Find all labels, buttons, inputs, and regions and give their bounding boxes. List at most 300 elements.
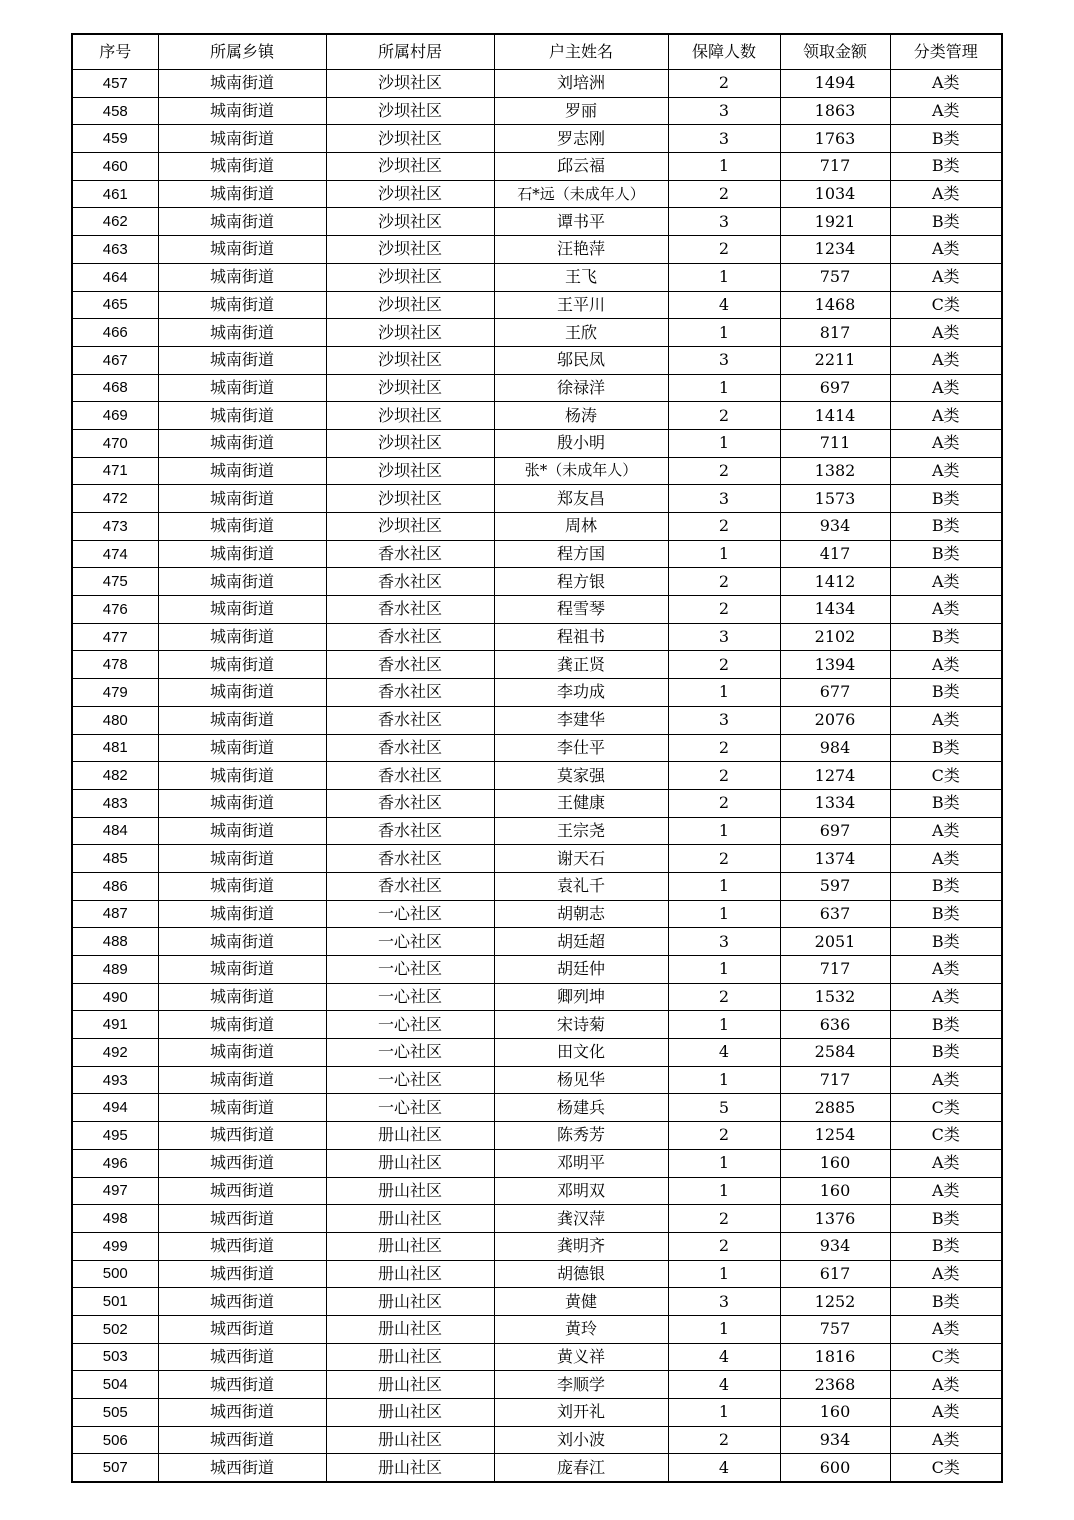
cell-town: 城南街道 [158, 789, 326, 817]
table-row [72, 734, 1002, 762]
table-row [72, 1426, 1002, 1454]
cell-seq: 464 [72, 263, 158, 291]
cell-seq: 459 [72, 125, 158, 153]
cell-seq: 491 [72, 1011, 158, 1039]
cell-town: 城南街道 [158, 900, 326, 928]
cell-category: A类 [890, 457, 1002, 485]
cell-town: 城西街道 [158, 1232, 326, 1260]
cell-village: 沙坝社区 [326, 429, 494, 457]
table-row [72, 983, 1002, 1011]
cell-seq: 501 [72, 1288, 158, 1316]
cell-village: 册山社区 [326, 1122, 494, 1150]
cell-persons: 2 [668, 762, 780, 790]
header-category: 分类管理 [890, 34, 1002, 70]
cell-category: A类 [890, 845, 1002, 873]
cell-village: 沙坝社区 [326, 485, 494, 513]
cell-village: 沙坝社区 [326, 125, 494, 153]
cell-category: A类 [890, 346, 1002, 374]
cell-town: 城南街道 [158, 263, 326, 291]
cell-persons: 2 [668, 457, 780, 485]
cell-town: 城南街道 [158, 928, 326, 956]
cell-category: B类 [890, 623, 1002, 651]
cell-household-head: 王欣 [494, 319, 668, 347]
header-seq: 序号 [72, 34, 158, 70]
cell-seq: 460 [72, 153, 158, 181]
cell-persons: 2 [668, 1122, 780, 1150]
cell-amount: 934 [780, 1232, 890, 1260]
cell-town: 城南街道 [158, 1066, 326, 1094]
cell-village: 香水社区 [326, 623, 494, 651]
cell-household-head: 黄健 [494, 1288, 668, 1316]
cell-persons: 1 [668, 1315, 780, 1343]
cell-village: 册山社区 [326, 1232, 494, 1260]
cell-category: A类 [890, 180, 1002, 208]
cell-persons: 1 [668, 1177, 780, 1205]
cell-seq: 462 [72, 208, 158, 236]
cell-household-head: 张*（未成年人） [494, 457, 668, 485]
cell-village: 册山社区 [326, 1426, 494, 1454]
cell-village: 册山社区 [326, 1454, 494, 1482]
cell-household-head: 汪艳萍 [494, 236, 668, 264]
cell-seq: 484 [72, 817, 158, 845]
table-row [72, 513, 1002, 541]
table-row [72, 374, 1002, 402]
cell-category: A类 [890, 97, 1002, 125]
cell-persons: 2 [668, 1426, 780, 1454]
cell-seq: 481 [72, 734, 158, 762]
cell-town: 城南街道 [158, 568, 326, 596]
cell-village: 沙坝社区 [326, 263, 494, 291]
cell-village: 一心社区 [326, 900, 494, 928]
cell-town: 城南街道 [158, 983, 326, 1011]
cell-category: B类 [890, 679, 1002, 707]
cell-amount: 1376 [780, 1205, 890, 1233]
cell-household-head: 黄义祥 [494, 1343, 668, 1371]
cell-persons: 3 [668, 706, 780, 734]
cell-amount: 717 [780, 956, 890, 984]
cell-persons: 2 [668, 789, 780, 817]
cell-village: 册山社区 [326, 1288, 494, 1316]
table-row [72, 789, 1002, 817]
cell-amount: 1412 [780, 568, 890, 596]
cell-category: C类 [890, 1454, 1002, 1482]
cell-seq: 502 [72, 1315, 158, 1343]
cell-amount: 1254 [780, 1122, 890, 1150]
cell-household-head: 邬民凤 [494, 346, 668, 374]
cell-seq: 476 [72, 596, 158, 624]
cell-persons: 1 [668, 872, 780, 900]
cell-village: 沙坝社区 [326, 319, 494, 347]
cell-amount: 1434 [780, 596, 890, 624]
cell-category: A类 [890, 1399, 1002, 1427]
cell-seq: 487 [72, 900, 158, 928]
table-row [72, 70, 1002, 98]
cell-amount: 1274 [780, 762, 890, 790]
cell-category: A类 [890, 817, 1002, 845]
cell-persons: 2 [668, 1232, 780, 1260]
cell-town: 城南街道 [158, 513, 326, 541]
cell-seq: 499 [72, 1232, 158, 1260]
cell-seq: 496 [72, 1149, 158, 1177]
cell-household-head: 程祖书 [494, 623, 668, 651]
cell-town: 城西街道 [158, 1426, 326, 1454]
table-row [72, 1454, 1002, 1482]
cell-seq: 483 [72, 789, 158, 817]
cell-category: A类 [890, 374, 1002, 402]
cell-household-head: 程雪琴 [494, 596, 668, 624]
cell-household-head: 胡德银 [494, 1260, 668, 1288]
cell-household-head: 陈秀芳 [494, 1122, 668, 1150]
cell-town: 城西街道 [158, 1149, 326, 1177]
cell-town: 城南街道 [158, 706, 326, 734]
cell-town: 城西街道 [158, 1205, 326, 1233]
cell-household-head: 罗志刚 [494, 125, 668, 153]
cell-amount: 711 [780, 429, 890, 457]
cell-amount: 1863 [780, 97, 890, 125]
cell-category: A类 [890, 70, 1002, 98]
cell-persons: 3 [668, 97, 780, 125]
cell-seq: 500 [72, 1260, 158, 1288]
table-row [72, 1205, 1002, 1233]
cell-persons: 1 [668, 319, 780, 347]
cell-persons: 3 [668, 623, 780, 651]
cell-amount: 2584 [780, 1039, 890, 1067]
table-row [72, 651, 1002, 679]
cell-category: A类 [890, 402, 1002, 430]
cell-household-head: 谢天石 [494, 845, 668, 873]
cell-persons: 1 [668, 900, 780, 928]
cell-town: 城西街道 [158, 1399, 326, 1427]
table-row [72, 872, 1002, 900]
cell-category: A类 [890, 1371, 1002, 1399]
cell-category: B类 [890, 1205, 1002, 1233]
cell-town: 城西街道 [158, 1343, 326, 1371]
cell-amount: 2368 [780, 1371, 890, 1399]
cell-persons: 5 [668, 1094, 780, 1122]
cell-persons: 2 [668, 983, 780, 1011]
cell-amount: 1921 [780, 208, 890, 236]
cell-seq: 498 [72, 1205, 158, 1233]
cell-persons: 3 [668, 125, 780, 153]
cell-village: 沙坝社区 [326, 346, 494, 374]
header-town: 所属乡镇 [158, 34, 326, 70]
cell-town: 城南街道 [158, 180, 326, 208]
cell-amount: 697 [780, 374, 890, 402]
cell-persons: 2 [668, 734, 780, 762]
cell-household-head: 程方国 [494, 540, 668, 568]
cell-household-head: 杨涛 [494, 402, 668, 430]
table-row [72, 180, 1002, 208]
table-row [72, 817, 1002, 845]
cell-household-head: 田文化 [494, 1039, 668, 1067]
cell-town: 城南街道 [158, 651, 326, 679]
cell-amount: 1816 [780, 1343, 890, 1371]
cell-persons: 1 [668, 263, 780, 291]
cell-village: 香水社区 [326, 679, 494, 707]
cell-seq: 503 [72, 1343, 158, 1371]
table-row [72, 845, 1002, 873]
table-row [72, 457, 1002, 485]
cell-household-head: 王平川 [494, 291, 668, 319]
cell-persons: 2 [668, 568, 780, 596]
cell-amount: 2051 [780, 928, 890, 956]
cell-persons: 1 [668, 1011, 780, 1039]
cell-category: B类 [890, 125, 1002, 153]
cell-village: 一心社区 [326, 956, 494, 984]
cell-town: 城西街道 [158, 1315, 326, 1343]
cell-amount: 1394 [780, 651, 890, 679]
cell-category: A类 [890, 706, 1002, 734]
cell-category: A类 [890, 1260, 1002, 1288]
cell-amount: 934 [780, 513, 890, 541]
cell-category: A类 [890, 1315, 1002, 1343]
cell-town: 城南街道 [158, 97, 326, 125]
cell-village: 册山社区 [326, 1343, 494, 1371]
cell-town: 城南街道 [158, 1039, 326, 1067]
cell-persons: 4 [668, 1371, 780, 1399]
cell-town: 城南街道 [158, 346, 326, 374]
cell-persons: 2 [668, 1205, 780, 1233]
cell-amount: 2102 [780, 623, 890, 651]
table-row [72, 1177, 1002, 1205]
cell-household-head: 周林 [494, 513, 668, 541]
table-row [72, 623, 1002, 651]
cell-household-head: 杨见华 [494, 1066, 668, 1094]
cell-household-head: 卿列坤 [494, 983, 668, 1011]
cell-seq: 488 [72, 928, 158, 956]
cell-amount: 160 [780, 1399, 890, 1427]
cell-household-head: 胡朝志 [494, 900, 668, 928]
cell-category: A类 [890, 236, 1002, 264]
cell-amount: 636 [780, 1011, 890, 1039]
cell-persons: 1 [668, 1260, 780, 1288]
cell-town: 城西街道 [158, 1454, 326, 1482]
cell-amount: 984 [780, 734, 890, 762]
cell-persons: 1 [668, 679, 780, 707]
table-row [72, 125, 1002, 153]
cell-persons: 2 [668, 513, 780, 541]
table-row [72, 291, 1002, 319]
cell-persons: 1 [668, 1149, 780, 1177]
cell-category: B类 [890, 1039, 1002, 1067]
cell-category: B类 [890, 540, 1002, 568]
cell-seq: 473 [72, 513, 158, 541]
cell-amount: 600 [780, 1454, 890, 1482]
cell-household-head: 庞春江 [494, 1454, 668, 1482]
cell-household-head: 黄玲 [494, 1315, 668, 1343]
cell-town: 城西街道 [158, 1260, 326, 1288]
cell-category: A类 [890, 1426, 1002, 1454]
header-row [72, 34, 1002, 70]
cell-category: B类 [890, 153, 1002, 181]
cell-village: 沙坝社区 [326, 236, 494, 264]
cell-town: 城西街道 [158, 1288, 326, 1316]
cell-seq: 457 [72, 70, 158, 98]
cell-household-head: 袁礼千 [494, 872, 668, 900]
cell-amount: 1334 [780, 789, 890, 817]
header-amount: 领取金额 [780, 34, 890, 70]
header-village: 所属村居 [326, 34, 494, 70]
table-row [72, 1288, 1002, 1316]
cell-persons: 4 [668, 1343, 780, 1371]
cell-amount: 1414 [780, 402, 890, 430]
cell-village: 香水社区 [326, 845, 494, 873]
cell-town: 城西街道 [158, 1122, 326, 1150]
cell-category: B类 [890, 734, 1002, 762]
cell-household-head: 刘小波 [494, 1426, 668, 1454]
cell-category: A类 [890, 651, 1002, 679]
header-persons: 保障人数 [668, 34, 780, 70]
cell-town: 城南街道 [158, 291, 326, 319]
cell-seq: 507 [72, 1454, 158, 1482]
cell-village: 册山社区 [326, 1177, 494, 1205]
header-name: 户主姓名 [494, 34, 668, 70]
cell-amount: 1234 [780, 236, 890, 264]
table-row [72, 956, 1002, 984]
cell-village: 沙坝社区 [326, 457, 494, 485]
cell-seq: 482 [72, 762, 158, 790]
cell-seq: 506 [72, 1426, 158, 1454]
cell-seq: 465 [72, 291, 158, 319]
cell-household-head: 石*远（未成年人） [494, 180, 668, 208]
cell-seq: 466 [72, 319, 158, 347]
cell-amount: 2076 [780, 706, 890, 734]
cell-seq: 467 [72, 346, 158, 374]
cell-village: 沙坝社区 [326, 374, 494, 402]
cell-town: 城南街道 [158, 429, 326, 457]
cell-amount: 817 [780, 319, 890, 347]
table-row [72, 208, 1002, 236]
cell-amount: 1763 [780, 125, 890, 153]
cell-village: 沙坝社区 [326, 180, 494, 208]
cell-seq: 472 [72, 485, 158, 513]
cell-village: 一心社区 [326, 1094, 494, 1122]
table-row [72, 1066, 1002, 1094]
cell-household-head: 郑友昌 [494, 485, 668, 513]
cell-town: 城西街道 [158, 1177, 326, 1205]
cell-household-head: 龚明齐 [494, 1232, 668, 1260]
cell-village: 一心社区 [326, 1011, 494, 1039]
cell-amount: 2885 [780, 1094, 890, 1122]
table-row [72, 568, 1002, 596]
cell-persons: 3 [668, 1288, 780, 1316]
cell-persons: 1 [668, 540, 780, 568]
cell-seq: 471 [72, 457, 158, 485]
cell-persons: 1 [668, 429, 780, 457]
cell-household-head: 刘开礼 [494, 1399, 668, 1427]
cell-persons: 1 [668, 956, 780, 984]
cell-town: 城南街道 [158, 402, 326, 430]
table-row [72, 319, 1002, 347]
cell-household-head: 徐禄洋 [494, 374, 668, 402]
cell-persons: 1 [668, 1399, 780, 1427]
cell-amount: 637 [780, 900, 890, 928]
cell-persons: 3 [668, 208, 780, 236]
cell-seq: 494 [72, 1094, 158, 1122]
cell-persons: 2 [668, 651, 780, 679]
cell-amount: 417 [780, 540, 890, 568]
cell-category: C类 [890, 1122, 1002, 1150]
cell-town: 城南街道 [158, 817, 326, 845]
cell-town: 城南街道 [158, 845, 326, 873]
cell-village: 沙坝社区 [326, 402, 494, 430]
cell-village: 册山社区 [326, 1315, 494, 1343]
cell-category: C类 [890, 1094, 1002, 1122]
cell-amount: 1252 [780, 1288, 890, 1316]
table-row [72, 928, 1002, 956]
cell-category: A类 [890, 429, 1002, 457]
cell-amount: 160 [780, 1149, 890, 1177]
cell-amount: 757 [780, 1315, 890, 1343]
cell-town: 城南街道 [158, 872, 326, 900]
cell-persons: 1 [668, 817, 780, 845]
cell-town: 城南街道 [158, 1094, 326, 1122]
table-row [72, 1399, 1002, 1427]
cell-category: B类 [890, 900, 1002, 928]
cell-village: 香水社区 [326, 817, 494, 845]
cell-category: B类 [890, 513, 1002, 541]
cell-town: 城南街道 [158, 956, 326, 984]
cell-household-head: 王健康 [494, 789, 668, 817]
cell-amount: 597 [780, 872, 890, 900]
cell-seq: 479 [72, 679, 158, 707]
cell-village: 香水社区 [326, 596, 494, 624]
cell-category: A类 [890, 1149, 1002, 1177]
table-row [72, 540, 1002, 568]
cell-persons: 4 [668, 1454, 780, 1482]
cell-household-head: 程方银 [494, 568, 668, 596]
cell-seq: 480 [72, 706, 158, 734]
cell-village: 香水社区 [326, 568, 494, 596]
cell-category: A类 [890, 319, 1002, 347]
cell-category: A类 [890, 1066, 1002, 1094]
table-row [72, 706, 1002, 734]
table-row [72, 1232, 1002, 1260]
cell-town: 城南街道 [158, 70, 326, 98]
cell-village: 沙坝社区 [326, 153, 494, 181]
cell-amount: 1382 [780, 457, 890, 485]
cell-village: 沙坝社区 [326, 208, 494, 236]
cell-persons: 1 [668, 153, 780, 181]
table-row [72, 1122, 1002, 1150]
cell-category: B类 [890, 1288, 1002, 1316]
table-row [72, 596, 1002, 624]
cell-persons: 2 [668, 70, 780, 98]
table-row [72, 900, 1002, 928]
cell-seq: 458 [72, 97, 158, 125]
cell-persons: 4 [668, 1039, 780, 1067]
cell-category: C类 [890, 291, 1002, 319]
cell-category: B类 [890, 485, 1002, 513]
table-row [72, 1343, 1002, 1371]
cell-household-head: 李顺学 [494, 1371, 668, 1399]
cell-village: 香水社区 [326, 540, 494, 568]
cell-category: A类 [890, 596, 1002, 624]
cell-village: 沙坝社区 [326, 513, 494, 541]
cell-town: 城南街道 [158, 762, 326, 790]
cell-village: 册山社区 [326, 1260, 494, 1288]
cell-village: 香水社区 [326, 872, 494, 900]
cell-amount: 677 [780, 679, 890, 707]
cell-amount: 617 [780, 1260, 890, 1288]
cell-amount: 1468 [780, 291, 890, 319]
cell-household-head: 王宗尧 [494, 817, 668, 845]
cell-town: 城南街道 [158, 679, 326, 707]
table-row [72, 153, 1002, 181]
cell-persons: 2 [668, 596, 780, 624]
cell-village: 一心社区 [326, 928, 494, 956]
table-body [72, 70, 1002, 1483]
